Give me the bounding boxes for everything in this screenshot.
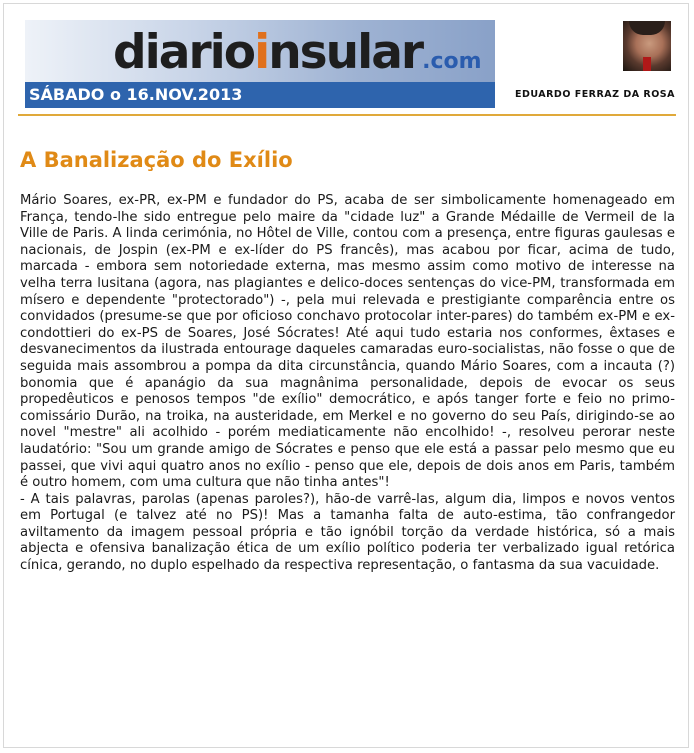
date-banner: [25, 82, 495, 108]
site-logo[interactable]: diarioinsular.com: [113, 25, 482, 80]
logo-banner: [25, 20, 495, 82]
author-photo-hair: [629, 21, 665, 35]
article-paragraph-2: - A tais palavras, parolas (apenas paroles?), hão-de varrê-las, algum dia, limpos e novos ventos em Portugal (e talvez até no PS)! Mas a tamanha falta de auto-estima, tão confrangedor aviltamento da imagem pessoal própria e tão ignóbil torção da verdade histórica, só a mais abjecta e ofensiva banalização ética de um exílio político poderia ter verbalizado igual retórica cínica, gerando, no duplo espelhado da respectiva representação, o fantasma da sua vacuidade.: [20, 491, 675, 574]
header-divider: [18, 114, 676, 116]
author-photo-tie: [643, 57, 651, 71]
article-body: [20, 193, 675, 575]
article-title: A Banalização do Exílio: [20, 148, 293, 172]
publication-date: SÁBADO o 16.NOV.2013: [29, 85, 243, 104]
masthead: [25, 20, 495, 108]
article-paragraph-1: Mário Soares, ex-PR, ex-PM e fundador do PS, acaba de ser simbolicamente homenageado em França, tendo-lhe sido entregue pelo maire da "cidade luz" a Grande Médaille de Vermeil de la Ville de Paris. A linda cerimónia, no Hôtel de Ville, contou com a presença, entre figuras gaulesas e nacionais, de Jospin (ex-PM e ex-líder do PS francês), mas acabou por ficar, acima de tudo, marcada - embora sem notoriedade externa, mas mesmo assim como motivo de interesse na velha terra lusitana (agora, nas plagiantes e delico-doces sentenças do vice-PM, transformada em mísero e dependente "protectorado") -, pela mui relevada e prestigiante comparência entre os convidados (presume-se que por oficioso conchavo protocolar inter-pares) do também ex-PM e ex-condottieri do ex-PS de Soares, José Sócrates! Até aqui tudo estaria nos conformes, êxtases e desvanecimentos da ilustrada entourage daqueles camaradas euro-socialistas, não fosse o que de seguida mais assombrou a pompa da dita circunstância, quando Mário Soares, com a incauta (?) bonomia que é apanágio da sua magnânima personalidade, depois de evocar os seus propedêuticos e penosos tempos "de exílio" democrático, e após tanger forte e feio no primo-comissário Durão, na troika, na austeridade, em Merkel e no governo do seu País, dirigindo-se ao novel "mestre" ali acolhido - porém mediaticamente não encolhido! -, resolveu perorar neste laudatório: "Sou um grande amigo de Sócrates e penso que ele está a passar pelo mesmo que eu passei, que vivi aqui quatro anos no exílio - penso que ele, depois de dois anos em Paris, também é outro homem, com uma cultura que não tinha antes"!: [20, 193, 675, 491]
author-photo: [623, 21, 671, 71]
author-name: EDUARDO FERRAZ DA ROSA: [514, 89, 675, 100]
